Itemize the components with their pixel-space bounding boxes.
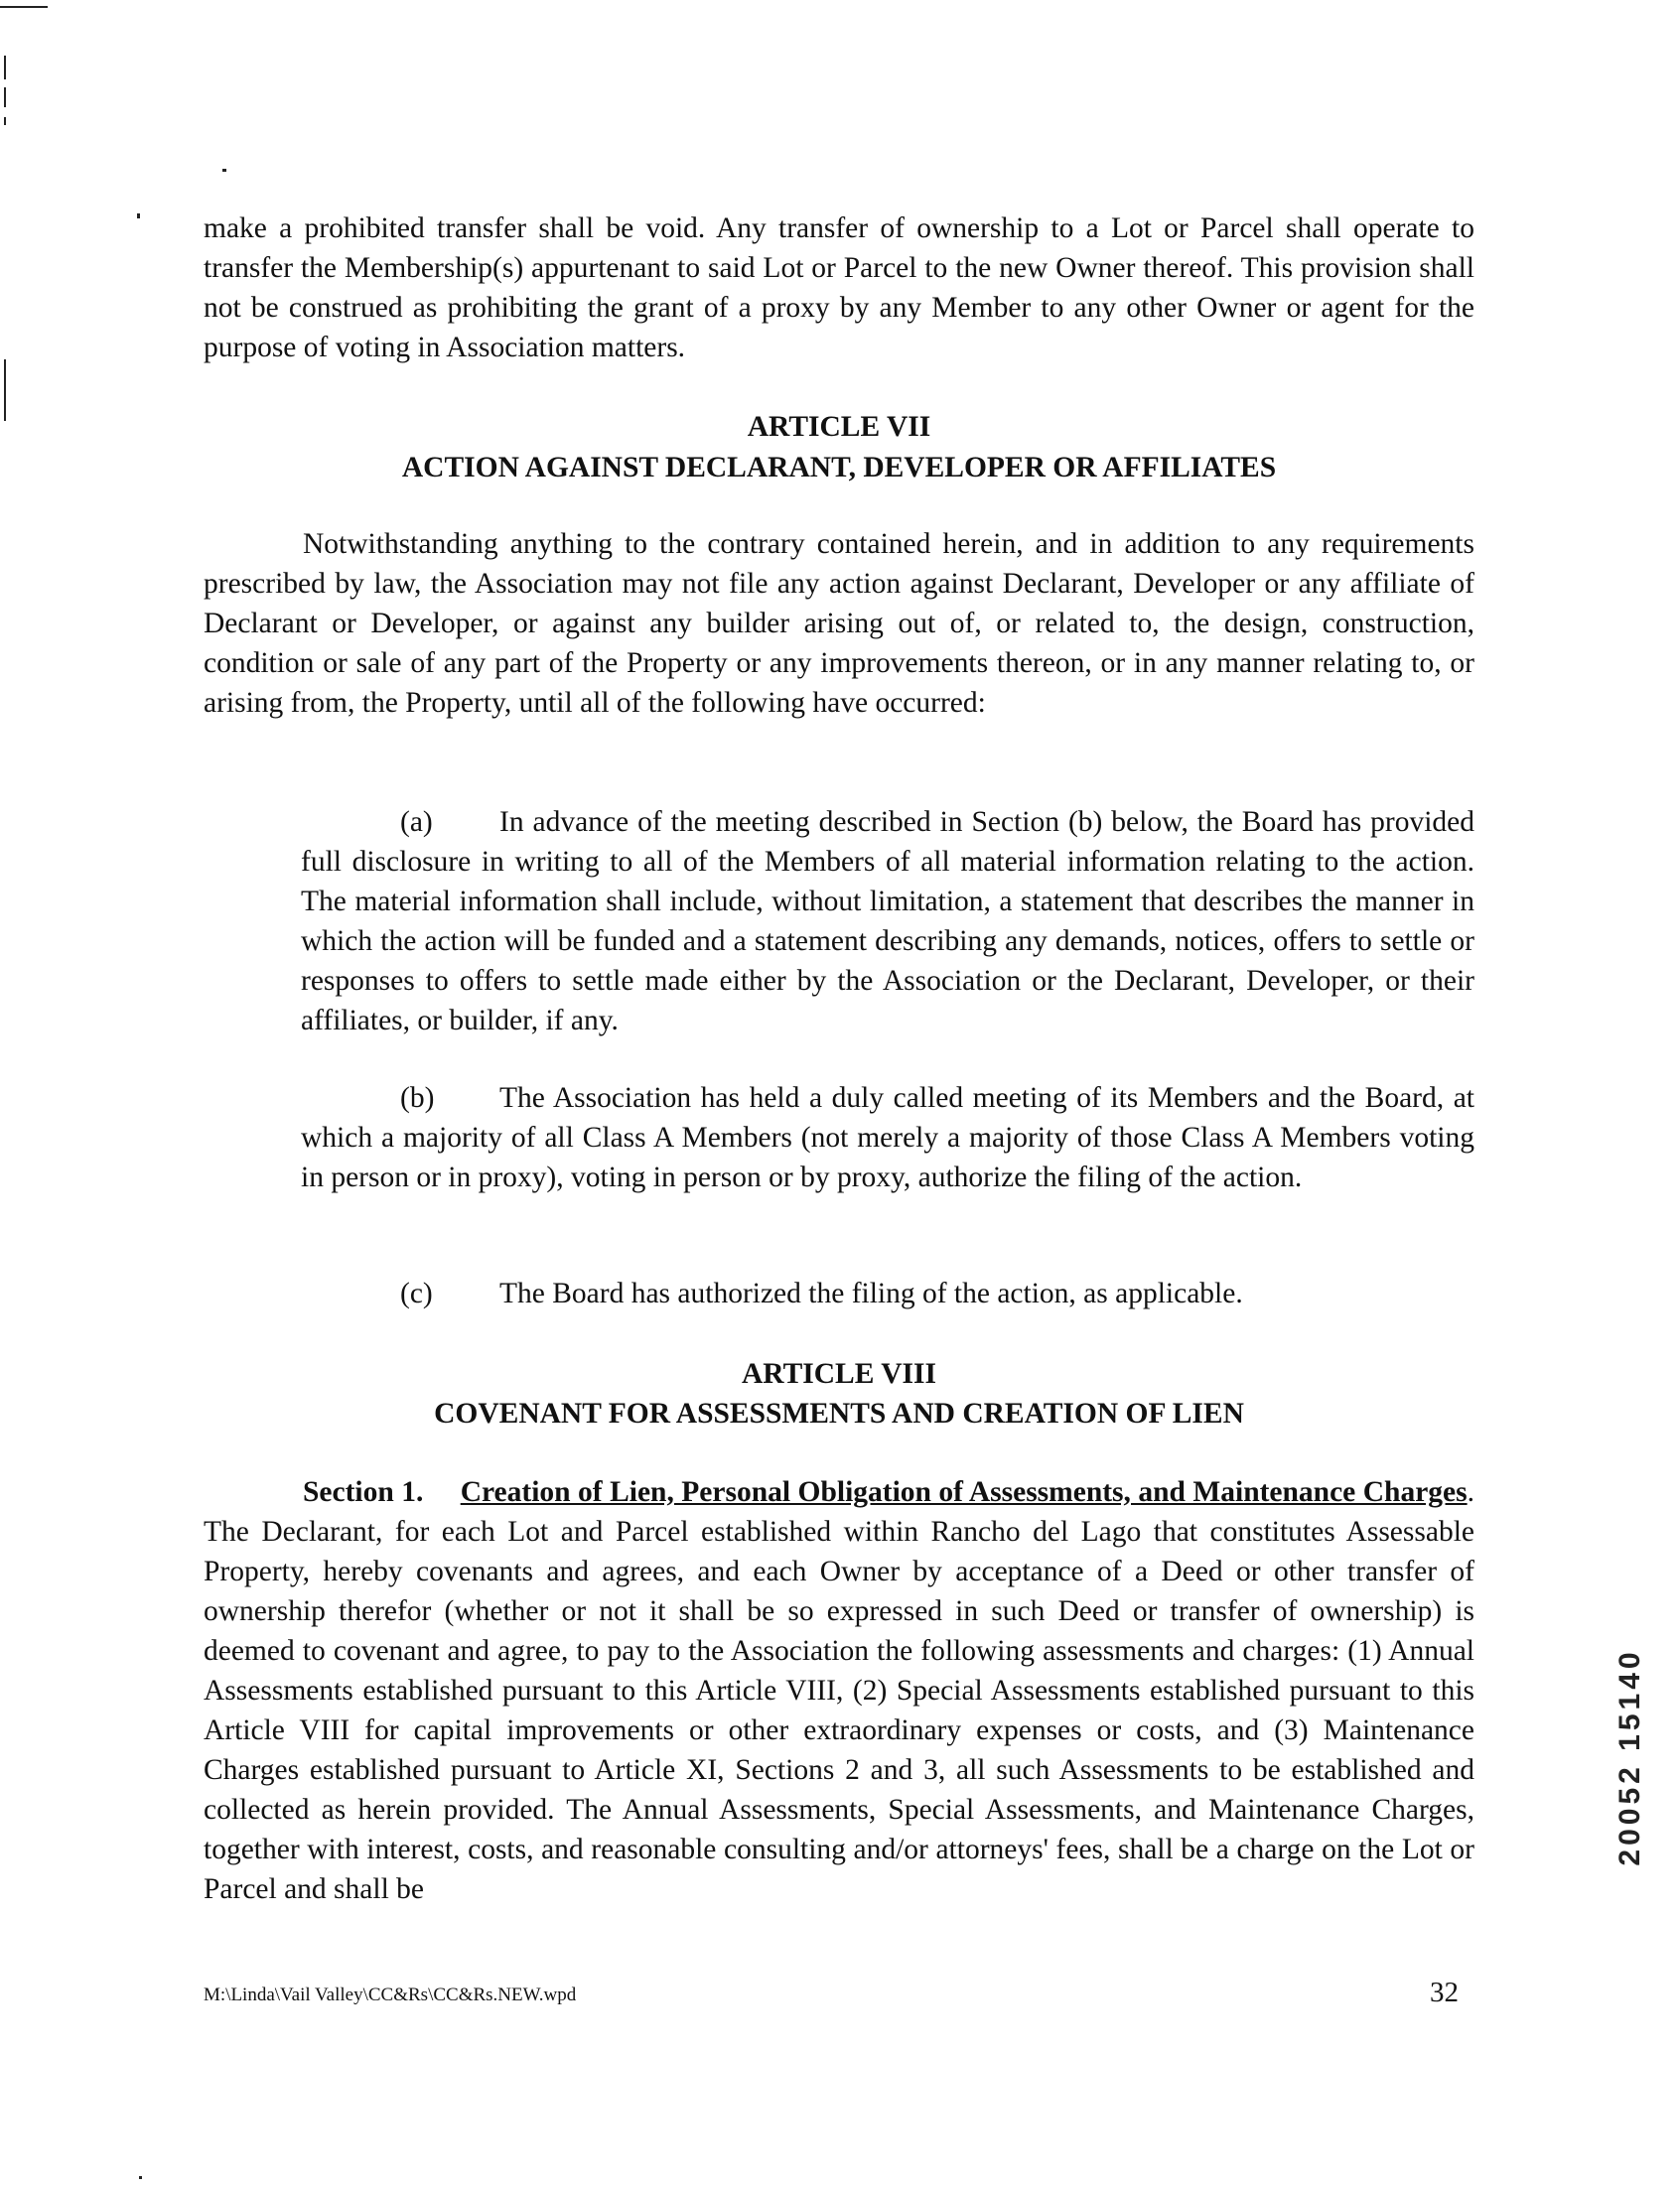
section-title: Creation of Lien, Personal Obligation of Assessments, and Maintenance Charges xyxy=(460,1476,1468,1508)
article-8-section-1 xyxy=(204,1472,1474,1909)
scan-speck xyxy=(222,169,226,172)
footer-file-path: M:\Linda\Vail Valley\CC&Rs\CC&Rs.NEW.wpd xyxy=(204,1985,577,2005)
article-8-title: COVENANT FOR ASSESSMENTS AND CREATION OF LIEN xyxy=(434,1398,1244,1430)
recording-stamp-text: 20052 15140 xyxy=(1613,1648,1646,1866)
scan-margin-mark xyxy=(4,87,6,107)
article-7-intro: Notwithstanding anything to the contrary contained herein, and in addition to any requirements prescribed by law, the Association may not file any action against Declarant, Developer or any affiliate of Declarant or Developer, or against any builder arising out of, or related to, the design, construction, condition or sale of any part of the Property or any improvements thereon, or in any manner relating to, or arising from, the Property, until all of the following have occurred: xyxy=(204,528,1474,719)
article-8-number: ARTICLE VIII xyxy=(742,1358,936,1390)
article-7-item-b xyxy=(301,1078,1474,1197)
scan-margin-mark xyxy=(4,117,6,125)
item-label: (c) xyxy=(400,1278,433,1309)
article-7-number: ARTICLE VII xyxy=(747,411,931,443)
article-7-title: ACTION AGAINST DECLARANT, DEVELOPER OR AFFILIATES xyxy=(401,452,1277,483)
scan-speck xyxy=(139,2176,142,2179)
article-7-item-c xyxy=(301,1274,1474,1313)
scan-speck xyxy=(137,213,140,218)
section-number: Section 1. xyxy=(303,1476,424,1508)
recording-stamp xyxy=(1610,1554,1650,1961)
article-7-item-a xyxy=(301,802,1474,1040)
page-number: 32 xyxy=(1430,1977,1459,2008)
scan-edge-line xyxy=(0,6,48,8)
scan-margin-mark xyxy=(4,359,6,421)
scan-margin-mark xyxy=(4,56,6,79)
item-label: (a) xyxy=(400,806,433,838)
section-text: . The Declarant, for each Lot and Parcel established within Rancho del Lago that constitutes Assessable Property, hereby covenants and agrees, and each Owner by acceptance of a Deed or other transfer of ownership therefor (whether or not it shall be so expressed in such Deed or transfer of ownership) is deemed to covenant and agree, to pay to the Association the following assessments and charges: (1) Annual Assessments established pursuant to this Article VIII, (2) Special Assessments established pursuant to this Article VIII for capital improvements or other extraordinary expenses or costs, and (3) Maintenance Charges established pursuant to Article XI, Sections 2 and 3, all such Assessments to be established and collected as herein provided. The Annual Assessments, Special Assessments, and Maintenance Charges, together with interest, costs, and reasonable consulting and/or attorneys' fees, shall be a charge on the Lot or Parcel and shall be xyxy=(204,1476,1474,1905)
item-label: (b) xyxy=(400,1082,435,1114)
item-text: In advance of the meeting described in Section (b) below, the Board has provided full disclosure in writing to all of the Members of all material information relating to the action. The material information shall include, without limitation, a statement that describes the manner in which the action will be funded and a statement describing any demands, notices, offers to settle or responses to offers to settle made either by the Association or the Declarant, Developer, or their affiliates, or builder, if any. xyxy=(301,806,1474,1036)
body-continuation: make a prohibited transfer shall be void. Any transfer of ownership to a Lot or Parcel shall operate to transfer the Membership(s) appurtenant to said Lot or Parcel to the new Owner thereof. This provision shall not be construed as prohibiting the grant of a proxy by any Member to any other Owner or agent for the purpose of voting in Association matters. xyxy=(204,212,1474,363)
item-text: The Board has authorized the filing of the action, as applicable. xyxy=(499,1278,1243,1309)
item-text: The Association has held a duly called meeting of its Members and the Board, at which a majority of all Class A Members (not merely a majority of those Class A Members voting in person or in proxy), voting in person or by proxy, authorize the filing of the action. xyxy=(301,1082,1474,1193)
